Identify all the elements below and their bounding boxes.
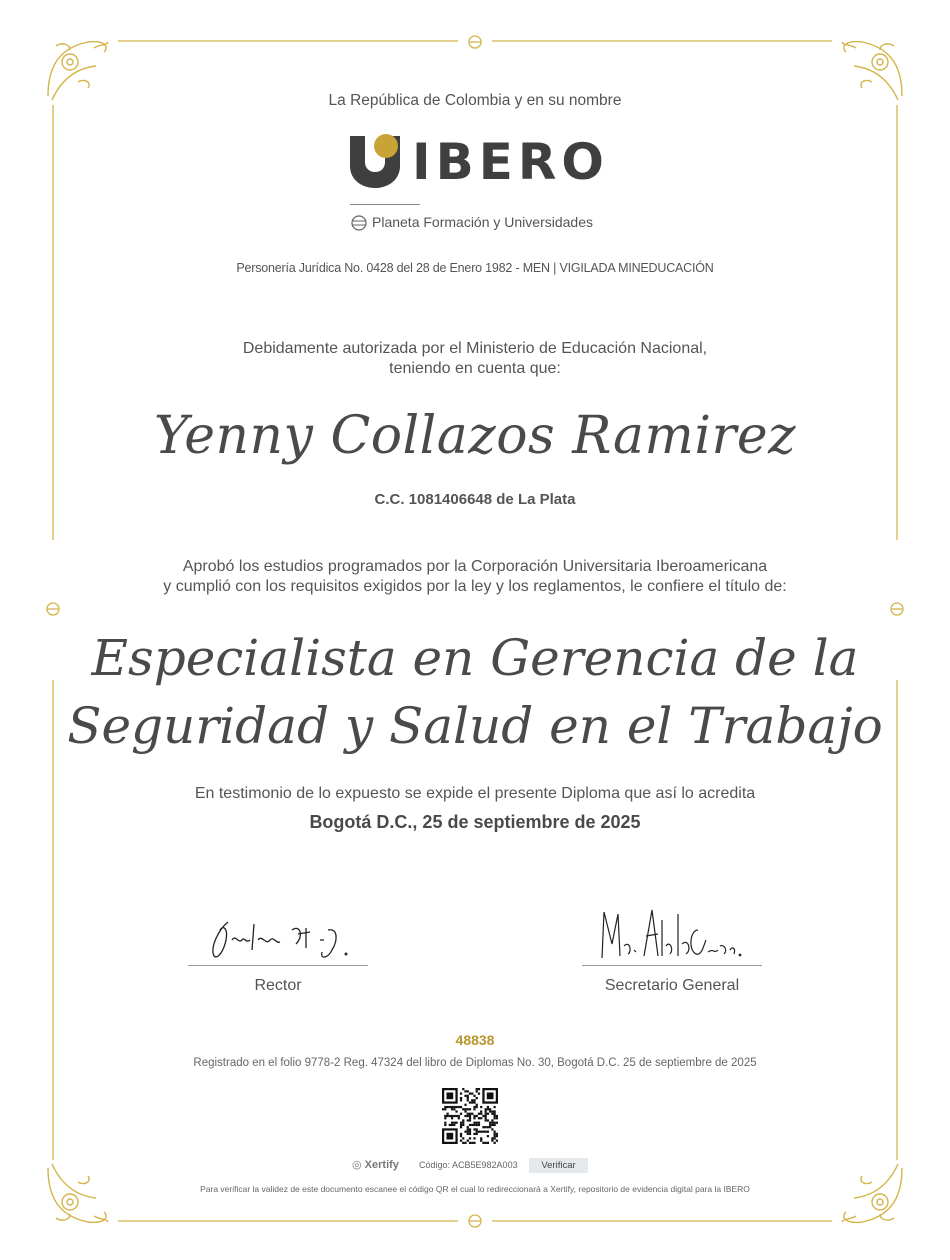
registration-number: 48838 — [455, 1032, 495, 1048]
legal-line: Personería Jurídica No. 0428 del 28 de Enero 1982 - MEN | VIGILADA MINEDUCACIÓN — [236, 261, 714, 275]
registration-text: Registrado en el folio 9778-2 Reg. 47324 del libro de Diplomas No. 30, Bogotá D.C. 25 de septiembre de 2025 — [193, 1057, 757, 1069]
logo-wordmark: IBERO — [412, 133, 609, 191]
group-line — [350, 213, 610, 233]
ibero-shield-icon — [348, 132, 408, 192]
ibero-logo — [348, 132, 609, 192]
testimony-line: En testimonio de lo expuesto se expide el presente Diploma que así lo acredita — [194, 785, 756, 802]
degree-line-2: Seguridad y Salud en el Trabajo — [67, 697, 883, 755]
secretary-signature — [582, 900, 762, 964]
group-name: Planeta Formación y Universidades — [372, 214, 593, 230]
rector-title: Rector — [254, 977, 302, 994]
degree-line-1: Especialista en Gerencia de la — [91, 629, 859, 687]
verify-button[interactable]: Verificar — [529, 1158, 588, 1173]
verification-code: Código: ACB5E982A003 — [419, 1160, 518, 1170]
rector-signature-line — [188, 965, 368, 966]
graduate-name: Yenny Collazos Ramirez — [153, 406, 797, 466]
intro-text — [0, 339, 950, 379]
degree-title — [0, 624, 950, 760]
globe-icon — [350, 214, 368, 232]
qr-code[interactable] — [442, 1088, 498, 1144]
sovereign-line: La República de Colombia y en su nombre — [328, 92, 622, 109]
xertify-logo-icon: ◎ — [352, 1159, 362, 1171]
logo-divider — [350, 204, 420, 205]
id-line: C.C. 1081406648 de La Plata — [374, 491, 576, 508]
secretary-title: Secretario General — [604, 977, 740, 994]
xertify-brand-label: Xertify — [364, 1159, 399, 1171]
place-date: Bogotá D.C., 25 de septiembre de 2025 — [309, 812, 641, 832]
approval-line-1: Aprobó los estudios programados por la Corporación Universitaria Iberoamericana — [182, 558, 768, 575]
approval-line-2: y cumplió con los requisitos exigidos por la ley y los reglamentos, le confiere el título de: — [163, 578, 787, 595]
secretary-signature-line — [582, 965, 762, 966]
rector-signature — [188, 900, 368, 964]
intro-line-1: Debidamente autorizada por el Ministerio de Educación Nacional, — [242, 340, 708, 357]
intro-line-2: teniendo en cuenta que: — [389, 360, 561, 377]
verification-footer-note: Para verificar la validez de este documento escanee el código QR el cual lo redireccionará a Xertify, repositorio de evidencia digital para la IBERO — [200, 1184, 750, 1194]
approval-text — [0, 557, 950, 597]
xertify-brand[interactable] — [352, 1158, 399, 1171]
